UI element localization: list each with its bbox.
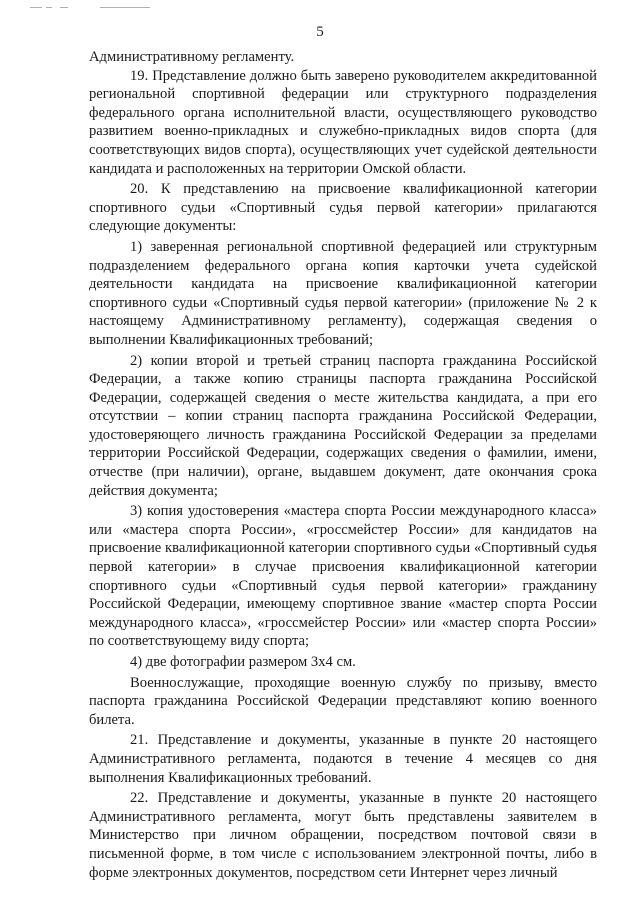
document-body <box>89 48 597 882</box>
paragraph-22: 22. Представление и документы, указанные в пункте 20 настоящего Административного регламента, могут быть представлены заявителем в Министерство при личном обращении, посредством почтовой связи в письменной форме, в том числе с использованием электронной почты, либо в форме электронных документов, посредством сети Интернет через личный <box>89 790 597 881</box>
paragraph-20: 20. К представлению на присвоение квалификационной категории спортивного судьи «Спортивный судья первой категории» прилагаются следующие документы: <box>89 181 597 235</box>
paragraph-20-item-4: 4) две фотографии размером 3х4 см. <box>130 654 356 670</box>
page-number: 5 <box>316 24 324 40</box>
paragraph-20-item-2: 2) копии второй и третьей страниц паспорта гражданина Российской Федерации, а также копию страницы паспорта гражданина Российской Федерации, содержащей сведения о месте жительства кандидата, а при его отсутствии – копии страниц паспорта гражданина Российской Федерации, удостоверяющего личность гражданина Российской Федерации за пределами территории Российской Федерации, содержащих сведения о фамилии, имени, отчестве (при наличии), органе, выдавшем документ, дате окончания срока действия документа; <box>89 352 597 499</box>
paragraph-20-note: Военнослужащие, проходящие военную службу по призыву, вместо паспорта гражданина Российской Федерации представляют копию военного билета. <box>89 674 597 728</box>
paragraph-20-item-3: 3) копия удостоверения «мастера спорта России международного класса» или «мастера спорта России», «гроссмейстер России» для кандидатов на присвоение квалификационной категории спортивного судьи «Спортивный судья первой категории» в случае присвоения квалификационной категории спортивного судьи «Спортивный судья первой категории» гражданину Российской Федерации, имеющему спортивное звание «мастер спорта России международного класса», «гроссмейстер России» или «мастер спорта России» по соответствующему виду спорта; <box>89 503 597 650</box>
scan-artifact <box>30 4 150 12</box>
paragraph-20-item-1: 1) заверенная региональной спортивной федерацией или структурным подразделением федерального органа копия карточки учета судейской деятельности кандидата на присвоение квалификационной категории спортивного судьи «Спортивный судья первой категории» (приложение № 2 к настоящему Административному регламенту), содержащая сведения о выполнении Квалификационных требований; <box>89 238 597 348</box>
paragraph-continuation: Административному регламенту. <box>89 49 295 65</box>
paragraph-21: 21. Представление и документы, указанные в пункте 20 настоящего Административного регламента, подаются в течение 4 месяцев со дня выполнения Квалификационных требований. <box>89 732 597 786</box>
paragraph-19: 19. Представление должно быть заверено руководителем аккредитованной региональной спортивной федерации или структурного подразделения федерального органа исполнительной власти, осуществляющего руководство развитием военно-прикладных и служебно-прикладных видов спорта (для соответствующих видов спорта), осуществляющих учет судейской деятельности кандидата и расположенных на территории Омской области. <box>89 67 597 177</box>
